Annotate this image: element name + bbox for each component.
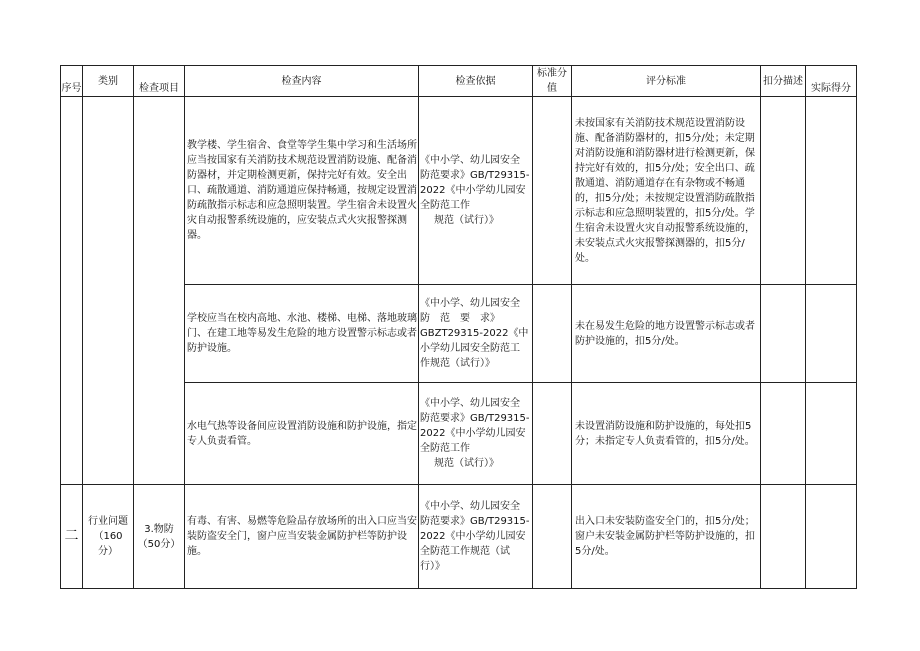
header-category: 类别: [83, 66, 134, 97]
inspection-table: [60, 65, 857, 589]
basis-line: 2022《中小学幼儿园安: [420, 185, 526, 196]
content-cell: 学校应当在校内高地、水池、楼梯、电梯、落地玻璃门、在建工地等易发生危险的地方设置警示标志或者防护设施。: [185, 285, 419, 383]
item-cell-empty: [134, 97, 185, 485]
basis-cell: [419, 383, 533, 485]
deduct-desc-cell: [761, 383, 806, 485]
item-line: 3.物防: [144, 523, 174, 535]
header-std-score: 标准分值: [533, 66, 572, 97]
basis-cell: [419, 485, 533, 589]
category-cell: [83, 485, 134, 589]
deduct-desc-cell: [761, 285, 806, 383]
basis-cell: [419, 285, 533, 383]
basis-cell: [419, 97, 533, 285]
deduct-desc-cell: [761, 97, 806, 285]
basis-line: 全防范工作: [420, 443, 470, 454]
header-content: 检查内容: [185, 66, 419, 97]
header-row: [61, 66, 857, 97]
basis-line: 2022《中小学幼儿园安: [420, 531, 526, 542]
basis-line: 2022《中小学幼儿园安: [420, 428, 526, 439]
std-score-cell: [533, 383, 572, 485]
basis-line: 行）》: [420, 561, 445, 572]
table-row: [61, 97, 857, 285]
basis-line: 全防范工作: [420, 200, 470, 211]
basis-line: 防范要求》GB/T29315-: [420, 170, 530, 181]
criteria-cell: 未按国家有关消防技术规范设置消防设施、配备消防器材的，扣5分/处；未定期对消防设施和消防器材进行检测更新，保持完好有效的，扣5分/处；安全出口、疏散通道、消防通道存在有杂物或不畅通的，扣5分/处；未按规定设置消防疏散指示标志和应急照明装置的，扣5分/处。学生宿舍未设置火灾自动报警系统设施的，未安装点式火灾报警探测器的，扣5分/处。: [572, 97, 761, 285]
header-actual: 实际得分: [806, 66, 857, 97]
actual-score-cell: [806, 383, 857, 485]
header-criteria: 评分标准: [572, 66, 761, 97]
header-basis: 检查依据: [419, 66, 533, 97]
basis-line: 《中小学、幼儿园安全: [420, 298, 520, 309]
basis-line: 规范（试行）》: [434, 215, 499, 226]
basis-line: 《中小学、幼儿园安全: [420, 398, 520, 409]
category-line: （160: [93, 531, 123, 542]
item-cell: [134, 485, 185, 589]
basis-line: 《中小学、幼儿园安全: [420, 155, 520, 166]
actual-score-cell: [806, 485, 857, 589]
std-score-cell: [533, 97, 572, 285]
basis-line: 规范（试行）》: [434, 458, 499, 469]
std-score-cell: [533, 285, 572, 383]
header-seq: 序号: [61, 66, 83, 97]
basis-line: 防 范 要 求》: [420, 313, 500, 324]
seq-cell: 二: [61, 485, 83, 589]
header-deduct-desc: 扣分描述: [761, 66, 806, 97]
content-cell: 教学楼、学生宿舍、食堂等学生集中学习和生活场所应当按国家有关消防技术规范设置消防设施、配备消防器材，并定期检测更新，保持完好有效。安全出口、疏散通道、消防通道应保持畅通，按规定设置消防疏散指示标志和应急照明装置。学生宿舍未设置火灾自动报警系统设施的，应安装点式火灾报警探测器。: [185, 97, 419, 285]
basis-line: 作规范（试行）》: [420, 358, 495, 369]
basis-line: 小学幼儿园安全防范工: [420, 343, 520, 354]
criteria-cell: 出入口未安装防盗安全门的，扣5分/处；窗户未安装金属防护栏等防护设施的，扣5分/处。: [572, 485, 761, 589]
actual-score-cell: [806, 97, 857, 285]
std-score-cell: [533, 485, 572, 589]
actual-score-cell: [806, 285, 857, 383]
content-cell: 有毒、有害、易燃等危险品存放场所的出入口应当安装防盗安全门，窗户应当安装金属防护栏等防护设施。: [185, 485, 419, 589]
basis-line: 《中小学、幼儿园安全: [420, 501, 520, 512]
deduct-desc-cell: [761, 485, 806, 589]
basis-line: GBZT29315-2022《中: [420, 328, 529, 339]
criteria-cell: 未在易发生危险的地方设置警示标志或者防护设施的，扣5分/处。: [572, 285, 761, 383]
header-item: 检查项目: [134, 66, 185, 97]
table-row: [61, 485, 857, 589]
basis-line: 全防范工作规范（试: [420, 546, 510, 557]
category-cell-empty: [83, 97, 134, 485]
item-line: （50分）: [137, 538, 181, 550]
criteria-cell: 未设置消防设施和防护设施的，每处扣5分；未指定专人负责看管的，扣5分/处。: [572, 383, 761, 485]
basis-line: 防范要求》GB/T29315-: [420, 413, 530, 424]
category-line: 行业问题: [88, 516, 128, 527]
content-cell: 水电气热等设备间应设置消防设施和防护设施，指定专人负责看管。: [185, 383, 419, 485]
basis-line: 防范要求》GB/T29315-: [420, 516, 530, 527]
category-line: 分）: [98, 546, 118, 557]
seq-cell-empty: [61, 97, 83, 485]
